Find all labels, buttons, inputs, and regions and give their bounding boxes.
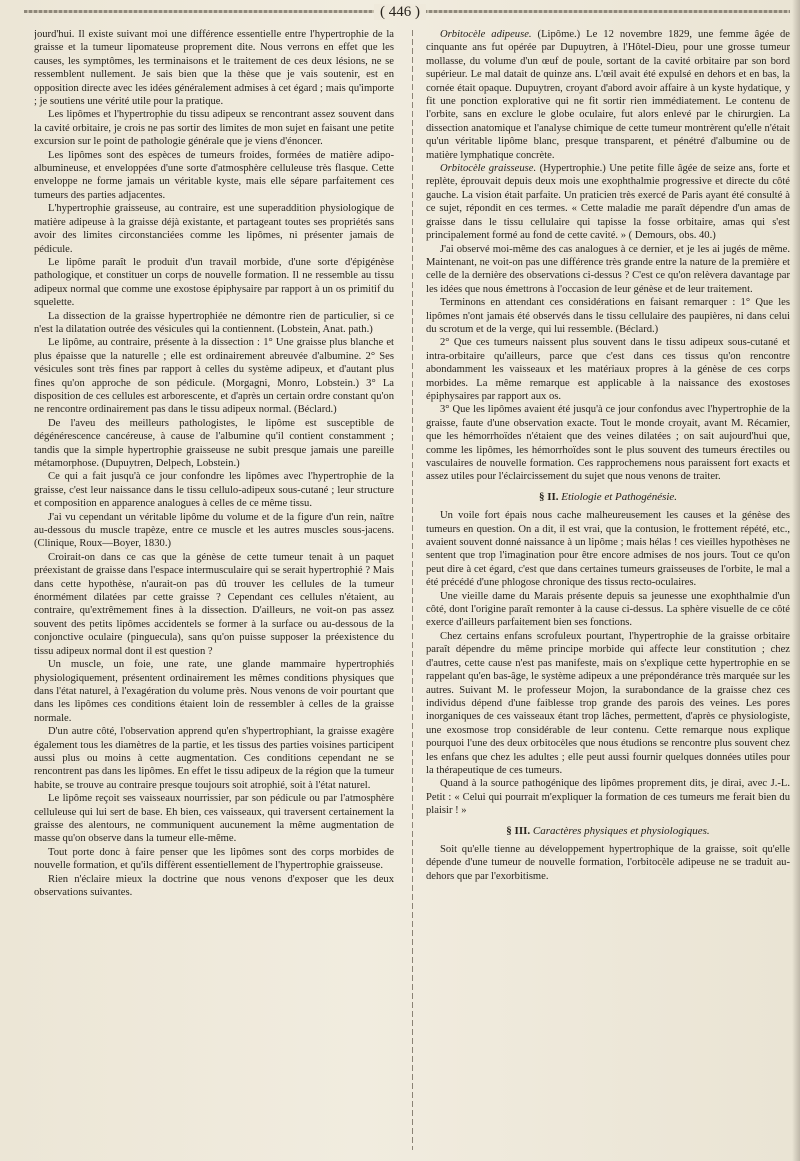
paragraph: J'ai observé moi-même des cas analogues à ce dernier, et je les ai jugés de même. Maintenant, ne voit-on pas une différence très grande entre la nature de la première et celle de la dernière des observations ci-dessus ? C'est ce qu'on relèvera davantage par les idées que nous émettrons à l'occasion de leur génèse et de leur traitement.	[426, 243, 790, 295]
paragraph: Soit qu'elle tienne au développement hypertrophique de la graisse, soit qu'elle dépende d'une tumeur de nouvelle formation, l'orbitocèle adipeuse ne se traduit au-dehors que par l'exorbitisme.	[426, 843, 790, 882]
paragraph: Terminons en attendant ces considérations en faisant remarquer : 1° Que les lipômes n'ont jamais été observés dans le tissu cellulaire des paupières, ni dans celui du scrotum et de la verge, qui lui ressemble. (Béclard.)	[426, 297, 790, 335]
paragraph: 2° Que ces tumeurs naissent plus souvent dans le tissu adipeux sous-cutané et intra-orbitaire qu'ailleurs, parce que c'est dans ces tissus qu'on rencontre abondamment les vaisseaux et les matériaux propres à la génèse de ces corps morbides. La même remarque est applicable à la naissance des exostoses épiphysaires par rapport aux os.	[426, 337, 790, 402]
paragraph: Le lipôme paraît le produit d'un travail morbide, d'une sorte d'épigénèse pathologique, et constituer un corps de nouvelle formation. Il ne ressemble au tissu adipeux normal que comme une exostose épiphysaire par rapport à un os primitif du squelette.	[34, 256, 394, 309]
section-title: Etiologie et Pathogénésie.	[561, 490, 678, 503]
paragraph: Le lipôme, au contraire, présente à la dissection : 1° Une graisse plus blanche et plus épaisse que la naturelle ; elle est ordinairement abreuvée d'albumine. 2° Ses vésicules sont très fines par rapport à celles du système adipeux, et d'autant plus fines qu'on approche de son pédicule. (Morgagni, Monro, Lobstein.) 3° La disposition de ces cellules est arborescente, et d'après un certain ordre constant qu'on ne rencontre ordinairement pas dans le tissu adipeux normal. (Béclard.)	[34, 337, 394, 416]
section-number: § II.	[538, 490, 559, 503]
section-title: Caractères physiques et physiologiques.	[532, 824, 710, 837]
paragraph: Un muscle, un foie, une rate, une glande mammaire hypertrophiés physiologiquement, présentent ordinairement les mêmes conditions physiques que dans l'état naturel, à l'exagération du volume près. Nous venons de voir pourtant que dans les lipômes ces conditions étaient loin de ressembler à celles de la graisse normale.	[34, 659, 394, 724]
paragraph: Croirait-on dans ce cas que la génèse de cette tumeur tenait à un paquet préexistant de graisse dans l'espace intermusculaire qui se serait hypertrophié ? Mais dans cette hypothèse, n'aurait-on pas dû trouver les cellules de la tumeur énormément dilatées par cette graisse ? Cependant ces cellules n'étaient, au contraire, qu'extrêmement fines à la dissection. D'ailleurs, ne voit-on pas assez souvent des petits lipômes accidentels se former à la surface ou au-dessous de la conjonctive oculaire (pinguecula), sans qu'on puisse supposer la préexistence du tissu adipeux normal dont il est question ?	[34, 551, 394, 657]
page-header	[0, 0, 800, 22]
paragraph: L'hypertrophie graisseuse, au contraire, est une superaddition physiologique de matière adipeuse à la graisse déjà existante, et partageant toutes ses propriétés sans avoir des limites circonstanciées comme les lipômes, ni présenter jamais de pédicule.	[34, 203, 394, 255]
right-column	[426, 28, 790, 1154]
observation-body: (Lipôme.) Le 12 novembre 1829, une femme âgée de cinquante ans fut opérée par Dupuytren, à l'Hôtel-Dieu, pour une grosse tumeur mollasse, du volume d'un œuf de poule, sortant de la cavité orbitaire par son bord supérieur. Le mal datait de quinze ans. L'œil avait été expulsé en dehors et en bas, la cornée était opaque. Dupuytren, croyant d'abord avoir affaire à un kyste hydatique, y fit une ponction explorative qui ne fit sortir rien immédiatement. Le contenu de l'orbite, sans en exclure le globe oculaire, fut alors enlevé par le chirurgien. La dissection anatomique et l'analyse chimique de cette tumeur montrèrent qu'elle n'était qu'un véritable lipôme blanc, presque transparent, et pénétré d'albumine ou de matière lymphatique concrète.	[426, 29, 790, 161]
section-number: § III.	[506, 824, 531, 837]
section-heading	[426, 491, 790, 504]
column-divider	[412, 30, 413, 1150]
paragraph: 3° Que les lipômes avaient été jusqu'à ce jour confondus avec l'hypertrophie de la graisse, faute d'une observation exacte. Tout le monde croyait, avant M. Récamier, que les hémorrhoïdes n'étaient que des veines dilatées ; on sait aujourd'hui que, comme les lipômes, les hémorrhoïdes sont le plus souvent des tumeurs érectiles ou vasculaires de nouvelle formation. Ces rapprochemens nous paraissent fort exacts et assez utiles pour l'éclaircissement du sujet que nous venons de traiter.	[426, 404, 790, 483]
paragraph: Ce qui a fait jusqu'à ce jour confondre les lipômes avec l'hypertrophie de la graisse, c'est leur naissance dans le tissu cellulo-adipeux sous-cutané ; leur structure et composition en apparence analogues à celles de ce même tissu.	[34, 471, 394, 510]
observation-lead: Orbitocèle graisseuse.	[440, 163, 537, 175]
observation-2	[426, 162, 790, 242]
section-heading	[426, 825, 790, 838]
paragraph: La dissection de la graisse hypertrophiée ne démontre rien de particulier, si ce n'est la dilatation outrée des vésicules qui la contiennent. (Lobstein, Anat. path.)	[34, 310, 394, 335]
observation-body: (Hypertrophie.) Une petite fille âgée de seize ans, forte et replète, éprouvait depuis deux mois une exophthalmie progressive et directe du côté gauche. La vision était parfaite. Un praticien très exercé de Paris ayant été consulté à ce sujet, répondit en ces termes. « Cette maladie me paraît dépendre d'un amas de graisse dans le tissu cellulaire qui tapisse la fosse orbitaire, amas qui s'est principalement formé au fond de cette cavité. » ( Demours, obs. 40.)	[426, 163, 790, 242]
paragraph: Une vieille dame du Marais présente depuis sa jeunesse une exophthalmie d'un côté, dont l'origine paraît remonter à la cause ci-dessus. La sphère visuelle de ce côté exerce d'ailleurs parfaitement bien ses fonctions.	[426, 590, 790, 629]
paragraph: D'un autre côté, l'observation apprend qu'en s'hypertrophiant, la graisse exagère également tous les diamètres de la partie, et les tissus des parties voisines participent aussi plus ou moins à cette augmentation. Ces conditions cependant ne se rencontrent pas dans les lipômes. En effet le tissu adipeux de la région que la tumeur habite, se trouve au contraire presque toujours soit atrophié, soit à l'état naturel.	[34, 726, 394, 791]
paragraph: De l'aveu des meilleurs pathologistes, le lipôme est susceptible de dégénérescence cancéreuse, à cause de l'albumine qu'il contient constamment ; tandis que la simple hypertrophie graisseuse ne subit presque jamais une pareille métamorphose. (Dupuytren, Delpech, Lobstein.)	[34, 417, 394, 469]
observation-lead: Orbitocèle adipeuse.	[440, 29, 532, 40]
paragraph: Un voile fort épais nous cache malheureusement les causes et la génèse des tumeurs en question. On a dit, il est vrai, que la contusion, le frottement répété, etc., avaient souvent donné naissance à un lipôme ; mais hélas ! ces vieilles hypothèses ne sentent que trop l'imagination pour être encore admises de nos jours. Tout ce qu'on peut dire à cet égard, c'est que dans certaines tumeurs graisseuses de l'orbite, le mal a été précédé d'une phlogose chronique des tissus recto-oculaires.	[426, 510, 790, 589]
paragraph: J'ai vu cependant un véritable lipôme du volume et de la figure d'un rein, naître au-dessous du muscle trapèze, entre ce muscle et les autres muscles sous-jacens. (Clinique, Roux—Boyer, 1830.)	[34, 511, 394, 550]
page-edge-shadow	[792, 0, 800, 1161]
left-column	[34, 28, 394, 1154]
paragraph: Les lipômes sont des espèces de tumeurs froides, formées de matière adipo-albumineuse, et enveloppées d'une sorte d'atmosphère celluleuse très flasque. Cette enveloppe ne forme jamais un véritable kyste, mais elle sépare parfaitement ces tumeurs des parties adjacentes.	[34, 149, 394, 201]
paragraph: Chez certains enfans scrofuleux pourtant, l'hypertrophie de la graisse orbitaire paraît dépendre du même principe morbide qui affecte leur constitution ; chez d'autres, cette cause n'est pas manifeste, mais on s'explique cette hypertrophie en se rappelant qu'en bas-âge, le système adipeux a une prépondérance très marquée sur les autres. Suivant M. le professeur Mojon, la surabondance de la graisse chez ces individus dépend d'une faiblesse trop grande des parois des veines. Les pores inorganiques de ces vaisseaux étant trop lâches, permettent, d'après ce physiologiste, une exosmose trop considérable de leur contenu. Cette remarque nous explique pourquoi l'une des deux orbitocèles que nous étudions se rencontre plus souvent chez les enfans que chez les adultes ; elle peut aussi fournir quelques données utiles pour la thérapeutique de ces tumeurs.	[426, 630, 790, 776]
paragraph: Quand à la source pathogénique des lipômes proprement dits, je dirai, avec J.-L. Petit : « Celui qui pourrait m'expliquer la formation de ces tumeurs me ferait bien du plaisir ! »	[426, 778, 790, 817]
paragraph: Tout porte donc à faire penser que les lipômes sont des corps morbides de nouvelle formation, et qu'ils diffèrent essentiellement de l'hypertrophie graisseuse.	[34, 846, 394, 872]
paragraph: jourd'hui. Il existe suivant moi une différence essentielle entre l'hypertrophie de la graisse et la tumeur lipomateuse proprement dite. Nous verrons en effet que les causes, les symptômes, les terminaisons et le traitement de ces deux lésions, ne se ressemblent nullement. Je sais bien que la thèse que je vais soutenir, est en opposition directe avec les idées généralement admises à cet égard ; mais qu'importe ; je soutiens une vérité utile pour la pratique.	[34, 29, 394, 108]
observation-1	[426, 28, 790, 162]
paragraph: Les lipômes et l'hypertrophie du tissu adipeux se rencontrant assez souvent dans la cavité orbitaire, je crois ne pas sortir des limites de mon sujet en faisant une petite excursion sur le point de pathologie générale que je viens d'énoncer.	[34, 109, 394, 148]
paragraph: Le lipôme reçoit ses vaisseaux nourrissier, par son pédicule ou par l'atmosphère celluleuse qui lui sert de base. Eh bien, ces vaisseaux, qui traversent certainement la graisse des alentours, ne communiquent aucunement la même augmentation de masse qu'on observe dans la tumeur elle-même.	[34, 793, 394, 845]
paragraph: Rien n'éclaire mieux la doctrine que nous venons d'exposer que les deux observations suivantes.	[34, 873, 394, 898]
page-number: ( 446 )	[374, 4, 426, 20]
